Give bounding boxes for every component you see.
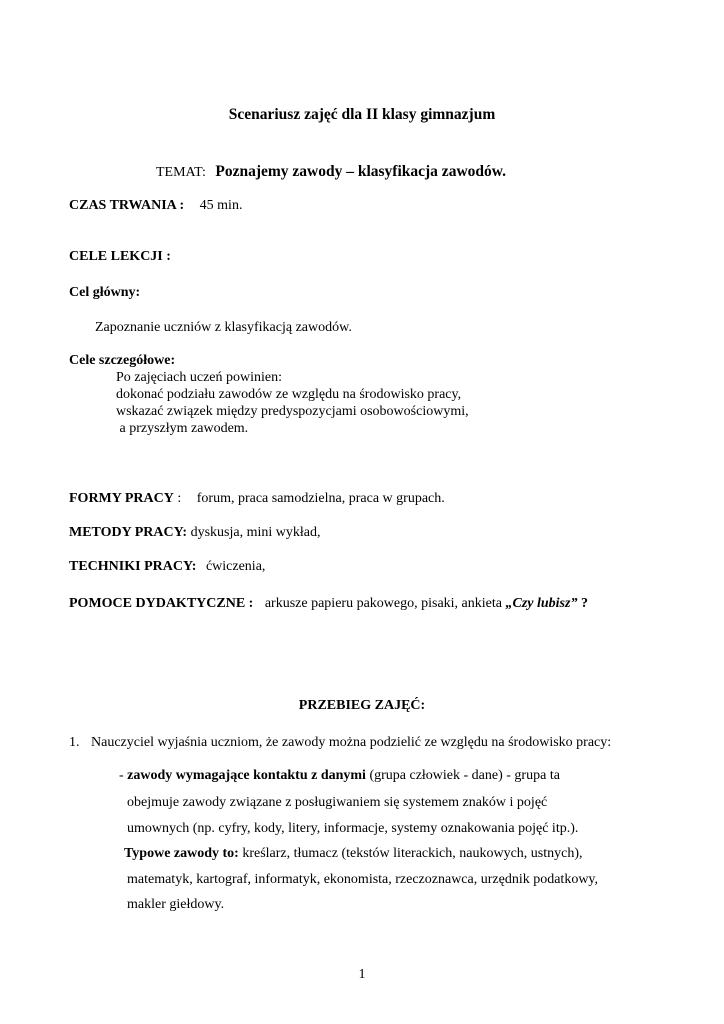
goals-heading: CELE LEKCJI : bbox=[69, 249, 171, 264]
course-item-1 bbox=[69, 734, 611, 751]
typical-jobs-line: makler giełdowy. bbox=[127, 897, 225, 912]
duration-line bbox=[69, 197, 242, 214]
course-item-number: 1. bbox=[69, 735, 80, 750]
document-title: Scenariusz zajęć dla II klasy gimnazjum bbox=[228, 106, 496, 123]
methods-label: METODY PRACY: bbox=[69, 525, 188, 540]
forms-label: FORMY PRACY bbox=[69, 491, 174, 506]
main-goal-text: Zapoznanie uczniów z klasyfikacją zawodów. bbox=[95, 320, 352, 335]
specific-goal-line: dokonać podziału zawodów ze względu na środowisko pracy, bbox=[116, 387, 462, 402]
page-number: 1 bbox=[358, 967, 366, 982]
aids-survey-title: „Czy lubisz” bbox=[505, 596, 578, 611]
category-line bbox=[119, 767, 560, 784]
category-line: umownych (np. cyfry, kody, litery, informacje, systemy oznakowania pojęć itp.). bbox=[127, 821, 579, 836]
typical-jobs-label: Typowe zawody to: bbox=[124, 846, 239, 861]
forms-value: forum, praca samodzielna, praca w grupach. bbox=[196, 491, 445, 506]
methods-value: dyskusja, mini wykład, bbox=[190, 525, 321, 540]
techniques-label: TECHNIKI PRACY: bbox=[69, 559, 197, 574]
course-item-text: Nauczyciel wyjaśnia uczniom, że zawody można podzielić ze względu na środowisko pracy: bbox=[91, 735, 612, 750]
topic-label: TEMAT: bbox=[156, 165, 206, 180]
specific-goal-line: wskazać związek między predyspozycjami osobowościowymi, bbox=[116, 404, 469, 419]
category-description: (grupa człowiek - dane) - grupa ta bbox=[365, 768, 560, 783]
methods-line bbox=[69, 524, 321, 541]
techniques-line bbox=[69, 558, 265, 575]
typical-jobs-line bbox=[124, 845, 583, 862]
category-line: obejmuje zawody związane z posługiwaniem się systemem znaków i pojęć bbox=[127, 795, 548, 810]
typical-jobs-line: matematyk, kartograf, informatyk, ekonomista, rzeczoznawca, urzędnik podatkowy, bbox=[127, 872, 599, 887]
aids-value: arkusze papieru pakowego, pisaki, ankieta bbox=[264, 596, 502, 611]
aids-end: ? bbox=[577, 596, 588, 611]
typical-jobs-text: kreślarz, tłumacz (tekstów literackich, naukowych, ustnych), bbox=[238, 846, 583, 861]
duration-value: 45 min. bbox=[199, 198, 243, 213]
main-goal-label: Cel główny: bbox=[69, 285, 141, 300]
topic-text: Poznajemy zawody – klasyfikacja zawodów. bbox=[215, 163, 506, 180]
forms-line bbox=[69, 490, 445, 507]
course-heading: PRZEBIEG ZAJĘĆ: bbox=[298, 698, 426, 713]
topic-line bbox=[156, 163, 506, 181]
duration-label: CZAS TRWANIA : bbox=[69, 198, 185, 213]
specific-goal-line: Po zajęciach uczeń powinien: bbox=[116, 370, 282, 385]
specific-goals-label: Cele szczegółowe: bbox=[69, 353, 176, 368]
aids-line bbox=[69, 595, 588, 612]
category-name: zawody wymagające kontaktu z danymi bbox=[127, 768, 366, 783]
list-dash: - bbox=[119, 768, 128, 783]
aids-label: POMOCE DYDAKTYCZNE : bbox=[69, 596, 254, 611]
specific-goal-line: a przyszłym zawodem. bbox=[116, 421, 249, 436]
forms-separator: : bbox=[173, 491, 182, 506]
techniques-value: ćwiczenia, bbox=[205, 559, 266, 574]
